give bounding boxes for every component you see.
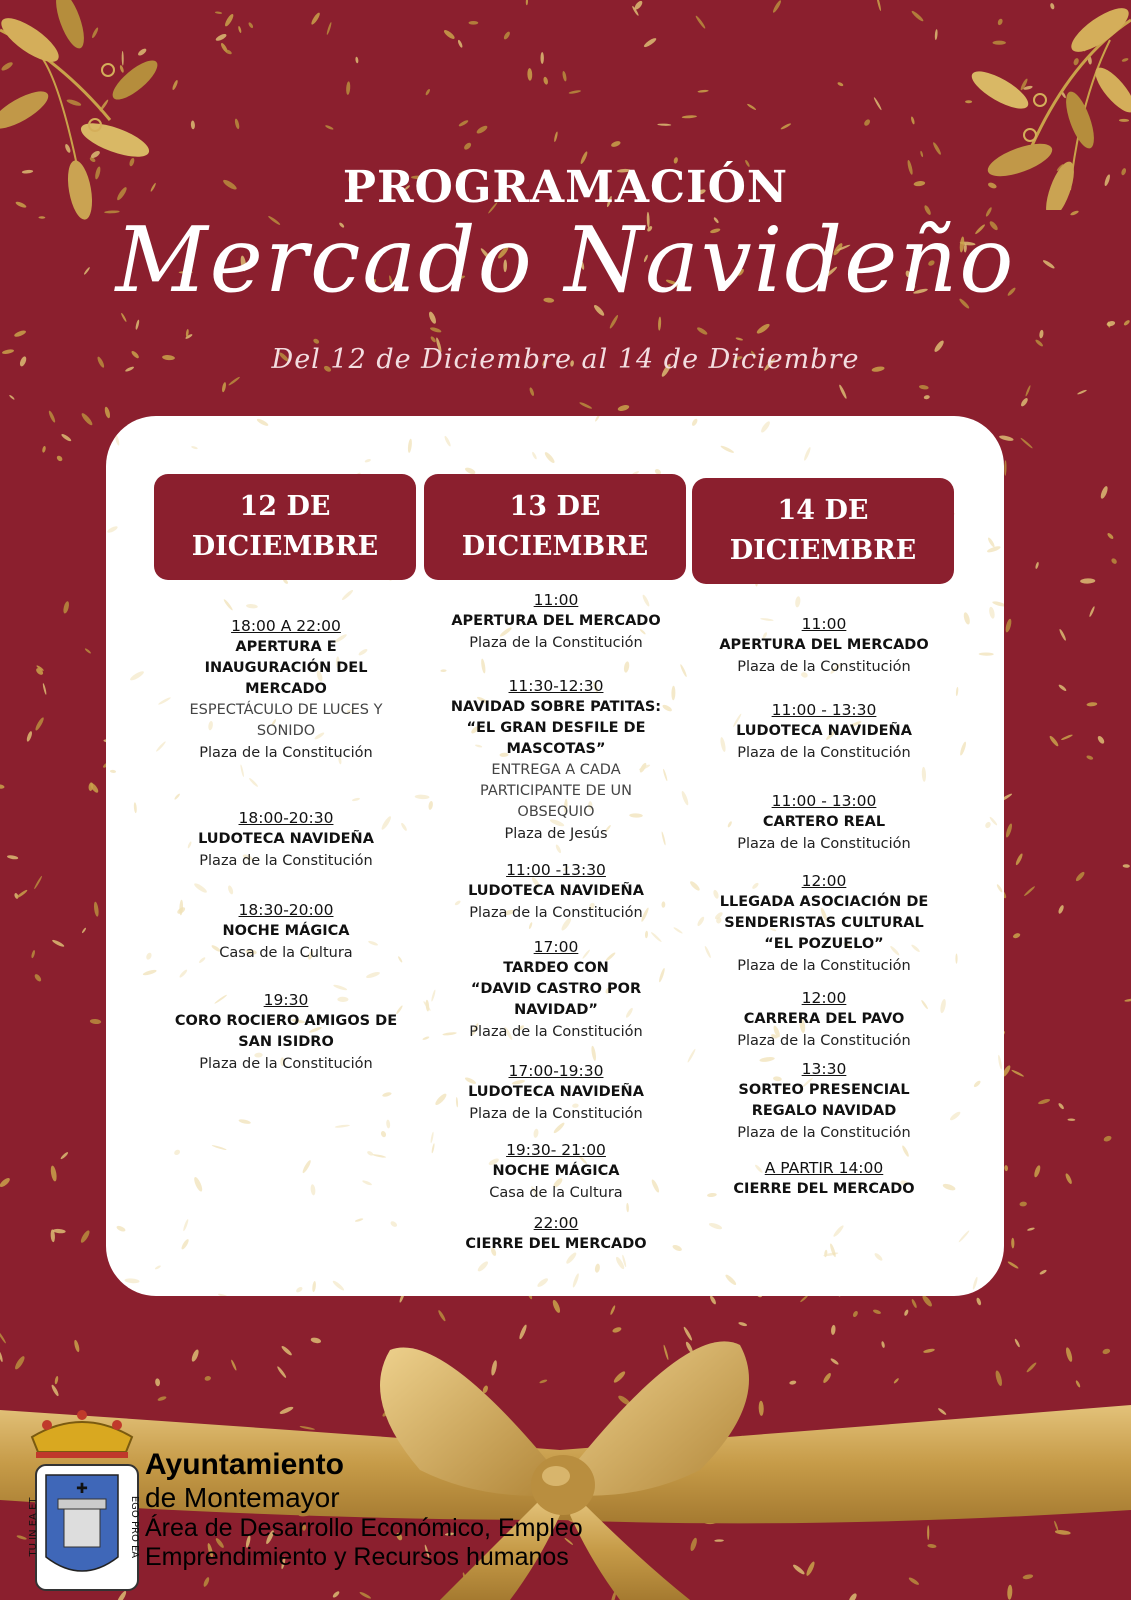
event-time: 12:00 [801,989,847,1007]
event-title: NAVIDAD” [514,1002,598,1018]
event-time: 18:00-20:30 [238,809,334,827]
shield-crest-icon [22,1407,142,1592]
event-title: LLEGADA ASOCIACIÓN DE [719,894,929,910]
event-time: A PARTIR 14:00 [764,1159,884,1177]
event-time: 22:00 [533,1214,579,1232]
event-place: Casa de la Cultura [219,945,353,961]
script-title: Mercado Navideño [115,208,1016,313]
svg-text:✚: ✚ [76,1481,88,1497]
event-title: “EL POZUELO” [764,936,884,952]
event-title: LUDOTECA NAVIDEÑA [468,1084,644,1100]
event-title: LUDOTECA NAVIDEÑA [198,831,374,847]
event-title: “EL GRAN DESFILE DE [466,720,646,736]
org-name: Ayuntamiento [145,1448,344,1481]
event-description: OBSEQUIO [517,804,595,820]
event-place: Plaza de la Constitución [469,1106,643,1122]
event-title: APERTURA E [235,639,337,655]
event-title: REGALO NAVIDAD [751,1103,897,1119]
event-place: Plaza de la Constitución [737,1125,911,1141]
dept-line-2: Emprendimiento y Recursos humanos [145,1543,569,1571]
event-place: Casa de la Cultura [489,1185,623,1201]
event-title: NAVIDAD SOBRE PATITAS: [450,699,662,715]
event-place: Plaza de la Constitución [199,745,373,761]
event-time: 11:00 - 13:30 [771,701,877,719]
event-place: Plaza de la Constitución [737,659,911,675]
event-title: CARRERA DEL PAVO [743,1011,905,1027]
event-title: APERTURA DEL MERCADO [451,613,661,629]
event-time: 11:00 [801,615,847,633]
shield-left-motto: TU IN EA ET [28,1497,39,1557]
event-title: LUDOTECA NAVIDEÑA [736,723,912,739]
event-description: SONIDO [256,723,316,739]
event-time: 13:30 [801,1060,847,1078]
date-range: Del 12 de Diciembre al 14 de Diciembre [271,344,860,375]
event-place: Plaza de la Constitución [737,836,911,852]
event-place: Plaza de la Constitución [737,1033,911,1049]
event-title: INAUGURACIÓN DEL [204,660,368,676]
event-time: 17:00-19:30 [508,1062,604,1080]
event-title: CARTERO REAL [762,814,886,830]
organization-block [145,1448,583,1572]
dept-line-1: Área de Desarrollo Económico, Empleo [145,1514,583,1542]
event-place: Plaza de la Constitución [737,745,911,761]
day-header-line2: DICIEMBRE [191,531,379,562]
event-description: ESPECTÁCULO DE LUCES Y [189,702,383,718]
event-title: SAN ISIDRO [238,1034,334,1050]
event-description: PARTICIPANTE DE UN [480,783,632,799]
event-title: “DAVID CASTRO POR [470,981,642,997]
event-title: NOCHE MÁGICA [222,923,350,939]
event-time: 12:00 [801,872,847,890]
event-title: MASCOTAS” [506,741,606,757]
event-time: 11:00 - 13:00 [771,792,877,810]
event-time: 18:30-20:00 [238,901,334,919]
day-header-line1: 14 DE [777,495,869,526]
event-place: Plaza de la Constitución [469,635,643,651]
event-title: TARDEO CON [503,960,609,976]
heading: PROGRAMACIÓN [342,162,789,213]
day-header-line2: DICIEMBRE [729,535,917,566]
event-place: Plaza de la Constitución [469,905,643,921]
event-place: Plaza de la Constitución [199,853,373,869]
event-title: SENDERISTAS CULTURAL [724,915,924,931]
event-title: CIERRE DEL MERCADO [465,1236,647,1252]
event-time: 11:00 [533,591,579,609]
event-title: SORTEO PRESENCIAL [738,1082,910,1098]
event-place: Plaza de la Constitución [737,958,911,974]
event-time: 17:00 [533,938,579,956]
event-title: NOCHE MÁGICA [492,1163,620,1179]
event-place: Plaza de Jesús [504,826,608,842]
event-time: 19:30 [263,991,309,1009]
event-title: LUDOTECA NAVIDEÑA [468,883,644,899]
event-time: 11:00 -13:30 [506,861,606,879]
event-title: MERCADO [245,681,327,697]
event-place: Plaza de la Constitución [469,1024,643,1040]
event-title: CORO ROCIERO AMIGOS DE [174,1013,398,1029]
event-time: 19:30- 21:00 [506,1141,606,1159]
event-time: 18:00 A 22:00 [231,617,341,635]
event-title: CIERRE DEL MERCADO [733,1181,915,1197]
shield-right-motto: EGO PRO EA [129,1495,140,1559]
event-description: ENTREGA A CADA [491,762,621,778]
day-header-line1: 13 DE [509,491,601,522]
day-header-line2: DICIEMBRE [461,531,649,562]
event-time: 11:30-12:30 [508,677,604,695]
event-title: APERTURA DEL MERCADO [719,637,929,653]
org-town: de Montemayor [145,1482,340,1513]
event-place: Plaza de la Constitución [199,1056,373,1072]
day-header-line1: 12 DE [239,491,331,522]
